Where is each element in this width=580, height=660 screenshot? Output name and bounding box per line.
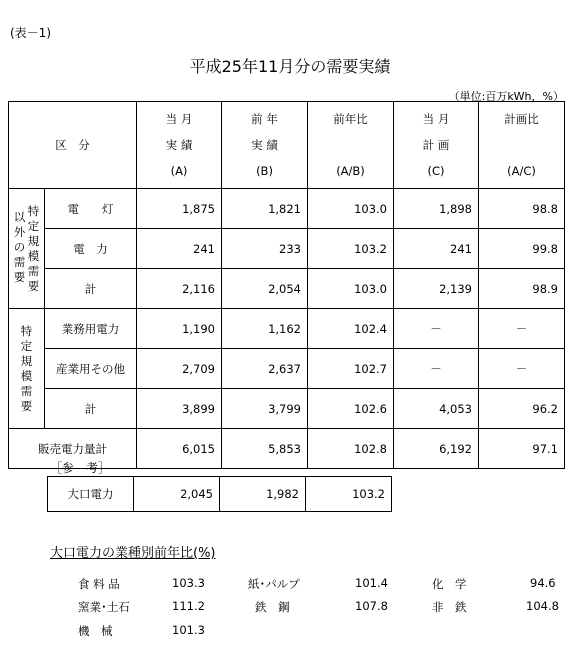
reference-row-label: 大口電力 xyxy=(48,477,134,512)
header-plan-ratio xyxy=(479,102,565,189)
cell-prev: 5,853 xyxy=(222,429,308,469)
table-row xyxy=(9,389,565,429)
header-prev-line1: 前 年 xyxy=(251,112,278,126)
cell-actual: 1,190 xyxy=(137,309,222,349)
cell-plan-ratio: － xyxy=(479,349,565,389)
header-plan-ratio-line1: 計画比 xyxy=(504,112,539,126)
reference-row xyxy=(48,477,392,512)
header-yoy-spacer xyxy=(313,132,388,158)
row-label-total: 販売電力量計 xyxy=(9,429,137,469)
industry-value-chemical: 94.6 xyxy=(530,576,556,590)
industry-name-pulp: 紙･パルプ xyxy=(248,577,300,591)
cell-actual: 2,709 xyxy=(137,349,222,389)
cell-yoy: 103.2 xyxy=(308,229,394,269)
reference-prev: 1,982 xyxy=(220,477,306,512)
row-label: 業務用電力 xyxy=(45,309,137,349)
industry-name-ceramics: 窯業･土石 xyxy=(78,600,130,614)
header-row xyxy=(9,102,565,189)
table-row xyxy=(9,229,565,269)
reference-label: ［参 考］ xyxy=(50,461,111,475)
industry-name-steel: 鉄 鋼 xyxy=(255,600,290,614)
cell-yoy: 102.8 xyxy=(308,429,394,469)
unit-note: （単位:百万kWh，%） xyxy=(448,90,564,103)
cell-prev: 2,637 xyxy=(222,349,308,389)
row-label: 電 力 xyxy=(45,229,137,269)
industry-value-ceramics: 111.2 xyxy=(172,599,205,613)
header-plan-line2: 計 画 xyxy=(422,138,450,152)
header-actual-line3: (A) xyxy=(170,164,188,178)
header-yoy-line2: (A/B) xyxy=(336,164,365,178)
industry-value-steel: 107.8 xyxy=(355,599,388,613)
header-yoy xyxy=(308,102,394,189)
table-row xyxy=(9,189,565,229)
header-plan-ratio-line2: (A/C) xyxy=(507,164,536,178)
cell-prev: 2,054 xyxy=(222,269,308,309)
row-label: 電 灯 xyxy=(45,189,137,229)
cell-plan: 2,139 xyxy=(394,269,479,309)
header-plan xyxy=(394,102,479,189)
cell-plan: 6,192 xyxy=(394,429,479,469)
cell-yoy: 103.0 xyxy=(308,269,394,309)
header-yoy-line1: 前年比 xyxy=(333,112,368,126)
cell-plan-ratio: 99.8 xyxy=(479,229,565,269)
cell-yoy: 102.7 xyxy=(308,349,394,389)
cell-plan-ratio: 97.1 xyxy=(479,429,565,469)
reference-table xyxy=(47,476,392,512)
header-actual-line1: 当 月 xyxy=(165,112,193,126)
header-prev-line2: 実 績 xyxy=(251,138,278,152)
industry-section-title: 大口電力の業種別前年比(%) xyxy=(50,546,216,561)
cell-prev: 3,799 xyxy=(222,389,308,429)
cell-actual: 6,015 xyxy=(137,429,222,469)
row-label: 産業用その他 xyxy=(45,349,137,389)
cell-plan: － xyxy=(394,309,479,349)
cell-prev: 1,821 xyxy=(222,189,308,229)
cell-plan: 1,898 xyxy=(394,189,479,229)
table-row xyxy=(9,349,565,389)
group2-label: 特 定 規 模 需 要 xyxy=(9,309,45,429)
cell-plan-ratio: 98.9 xyxy=(479,269,565,309)
cell-plan-ratio: － xyxy=(479,309,565,349)
table-tag: (表－1) xyxy=(10,26,51,40)
reference-actual: 2,045 xyxy=(134,477,220,512)
reference-yoy: 103.2 xyxy=(306,477,392,512)
industry-value-pulp: 101.4 xyxy=(355,576,388,590)
cell-yoy: 102.6 xyxy=(308,389,394,429)
page-title: 平成25年11月分の需要実績 xyxy=(189,57,391,76)
cell-plan-ratio: 96.2 xyxy=(479,389,565,429)
header-actual xyxy=(137,102,222,189)
header-prev xyxy=(222,102,308,189)
cell-actual: 3,899 xyxy=(137,389,222,429)
row-label: 計 xyxy=(45,269,137,309)
cell-plan: 4,053 xyxy=(394,389,479,429)
industry-value-machinery: 101.3 xyxy=(172,623,205,637)
cell-plan: － xyxy=(394,349,479,389)
row-label: 計 xyxy=(45,389,137,429)
industry-value-nonferrous: 104.8 xyxy=(526,599,559,613)
header-plan-line1: 当 月 xyxy=(422,112,450,126)
cell-yoy: 102.4 xyxy=(308,309,394,349)
industry-name-chemical: 化 学 xyxy=(432,577,467,591)
header-actual-line2: 実 績 xyxy=(165,138,193,152)
cell-plan-ratio: 98.8 xyxy=(479,189,565,229)
cell-yoy: 103.0 xyxy=(308,189,394,229)
header-plan-line3: (C) xyxy=(427,164,445,178)
cell-prev: 233 xyxy=(222,229,308,269)
demand-table xyxy=(8,101,565,469)
group1-label xyxy=(9,189,45,309)
group1-label-col1: 特 定 規 模 需 要 xyxy=(27,203,40,293)
header-plan-ratio-spacer xyxy=(484,132,559,158)
table-row xyxy=(9,309,565,349)
cell-plan: 241 xyxy=(394,229,479,269)
industry-name-food: 食 料 品 xyxy=(78,577,120,591)
industry-name-nonferrous: 非 鉄 xyxy=(432,600,467,614)
cell-actual: 241 xyxy=(137,229,222,269)
header-kubun: 区 分 xyxy=(9,102,137,189)
industry-name-machinery: 機 械 xyxy=(78,624,113,638)
cell-actual: 1,875 xyxy=(137,189,222,229)
cell-prev: 1,162 xyxy=(222,309,308,349)
header-prev-line3: (B) xyxy=(256,164,273,178)
table-row xyxy=(9,269,565,309)
cell-actual: 2,116 xyxy=(137,269,222,309)
industry-value-food: 103.3 xyxy=(172,576,205,590)
group1-label-col2: 以 外 の 需 要 xyxy=(13,209,26,284)
